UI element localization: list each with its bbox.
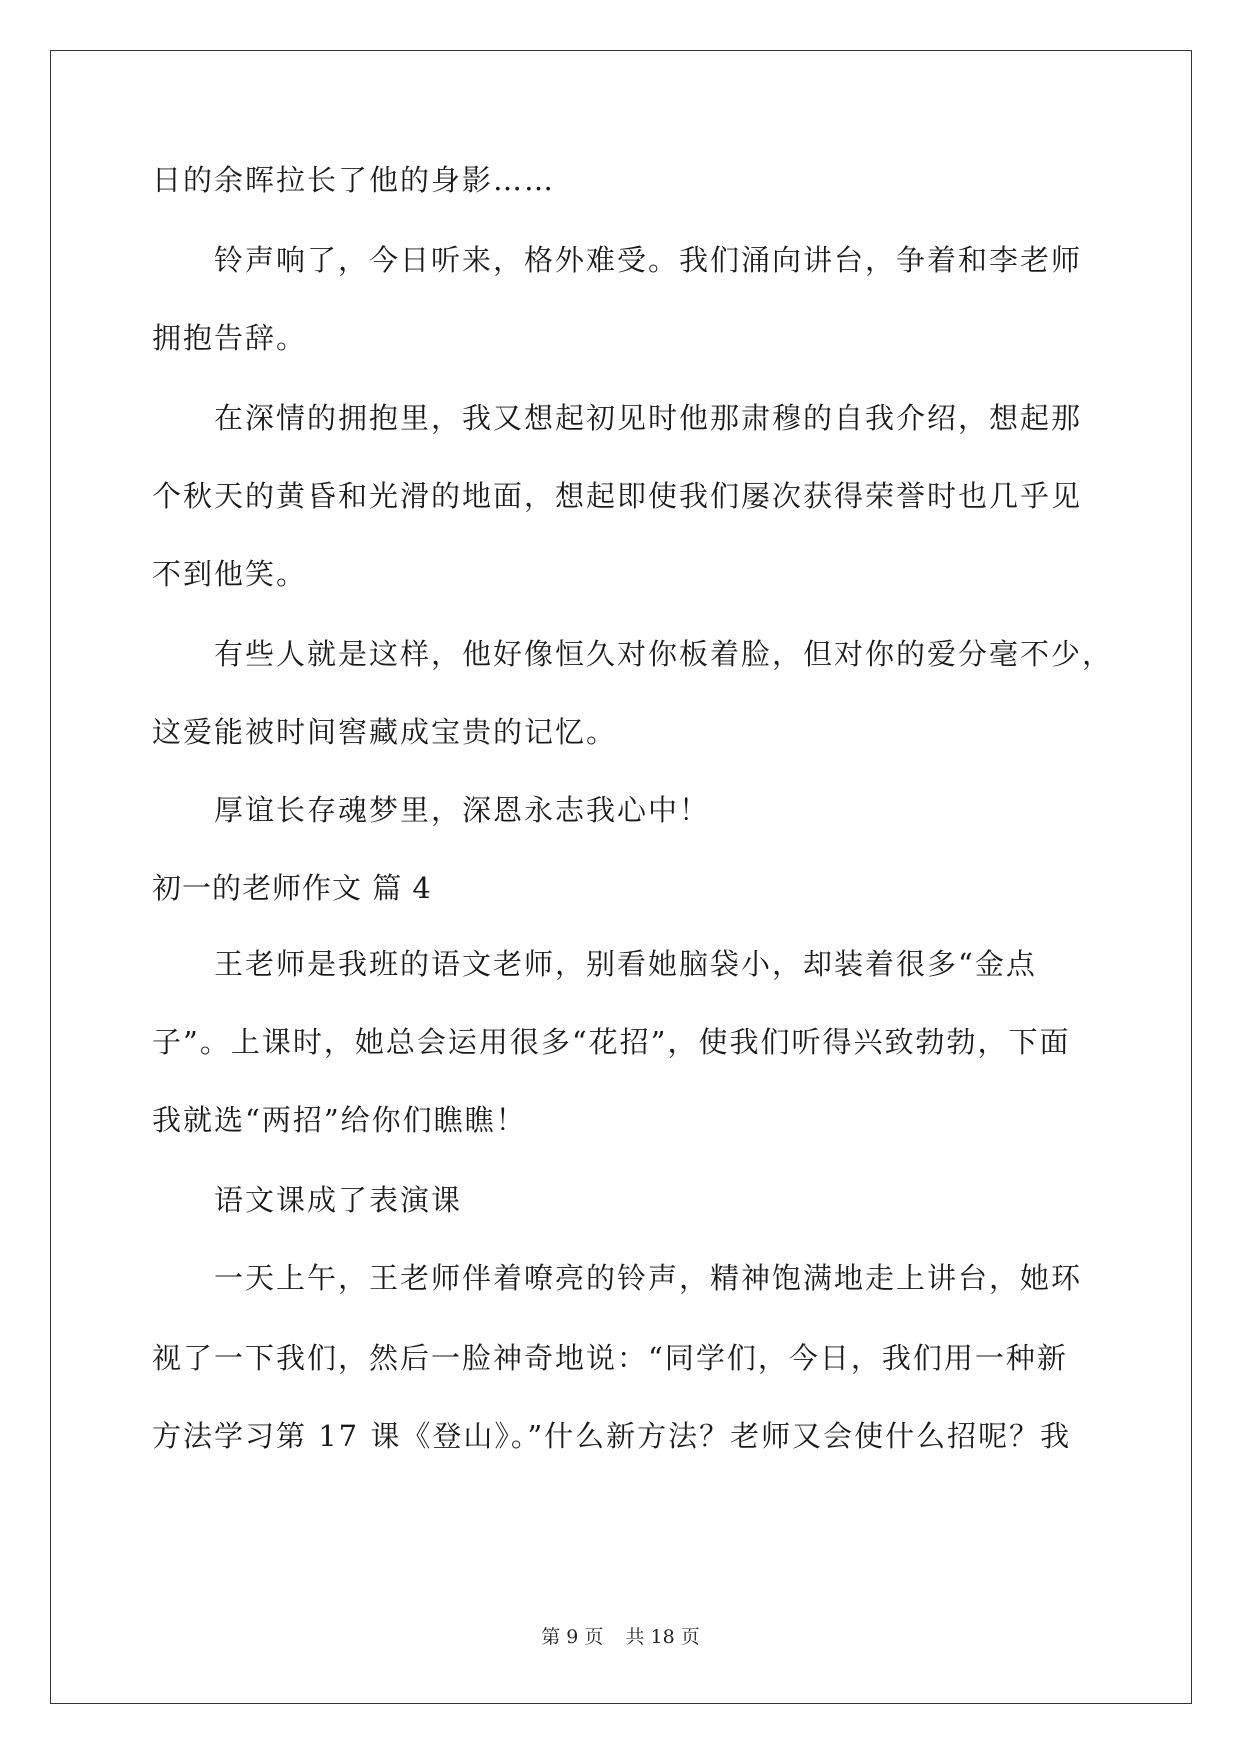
paragraph-line: 视了一下我们，然后一脸神奇地说：“同学们，今日，我们用一种新 <box>152 1341 1068 1375</box>
text-line-continuation: 日的余晖拉长了他的身影…… <box>152 163 556 197</box>
paragraph-line: 个秋天的黄昏和光滑的地面，想起即使我们屡次获得荣誉时也几乎见 <box>152 479 1083 513</box>
paragraph-line: 王老师是我班的语文老师，别看她脑袋小，却装着很多“金点 <box>214 947 1037 981</box>
subheading: 语文课成了表演课 <box>214 1183 463 1217</box>
paragraph-line: 子”。上课时，她总会运用很多“花招”，使我们听得兴致勃勃，下面 <box>152 1025 1071 1059</box>
paragraph-line: 我就选“两招”给你们瞧瞧！ <box>152 1103 527 1137</box>
page-number: 第 9 页 <box>541 1626 604 1648</box>
paragraph-line: 厚谊长存魂梦里，深恩永志我心中！ <box>214 793 711 827</box>
section-heading: 初一的老师作文 篇 4 <box>152 871 432 905</box>
paragraph-line: 方法学习第 17 课《登山》。”什么新方法？老师又会使什么招呢？我 <box>152 1419 1072 1453</box>
paragraph-line: 不到他笑。 <box>152 557 308 591</box>
page-footer <box>0 1624 1241 1650</box>
paragraph-line: 有些人就是这样，他好像恒久对你板着脸，但对你的爱分毫不少， <box>214 637 1114 671</box>
page-total: 共 18 页 <box>625 1626 700 1648</box>
paragraph-line: 这爱能被时间窖藏成宝贵的记忆。 <box>152 715 618 749</box>
paragraph-line: 铃声响了，今日听来，格外难受。我们涌向讲台，争着和李老师 <box>214 243 1083 277</box>
paragraph-line: 一天上午，王老师伴着嘹亮的铃声，精神饱满地走上讲台，她环 <box>214 1261 1083 1295</box>
paragraph-line: 拥抱告辞。 <box>152 321 308 355</box>
paragraph-line: 在深情的拥抱里，我又想起初见时他那肃穆的自我介绍，想起那 <box>214 401 1083 435</box>
